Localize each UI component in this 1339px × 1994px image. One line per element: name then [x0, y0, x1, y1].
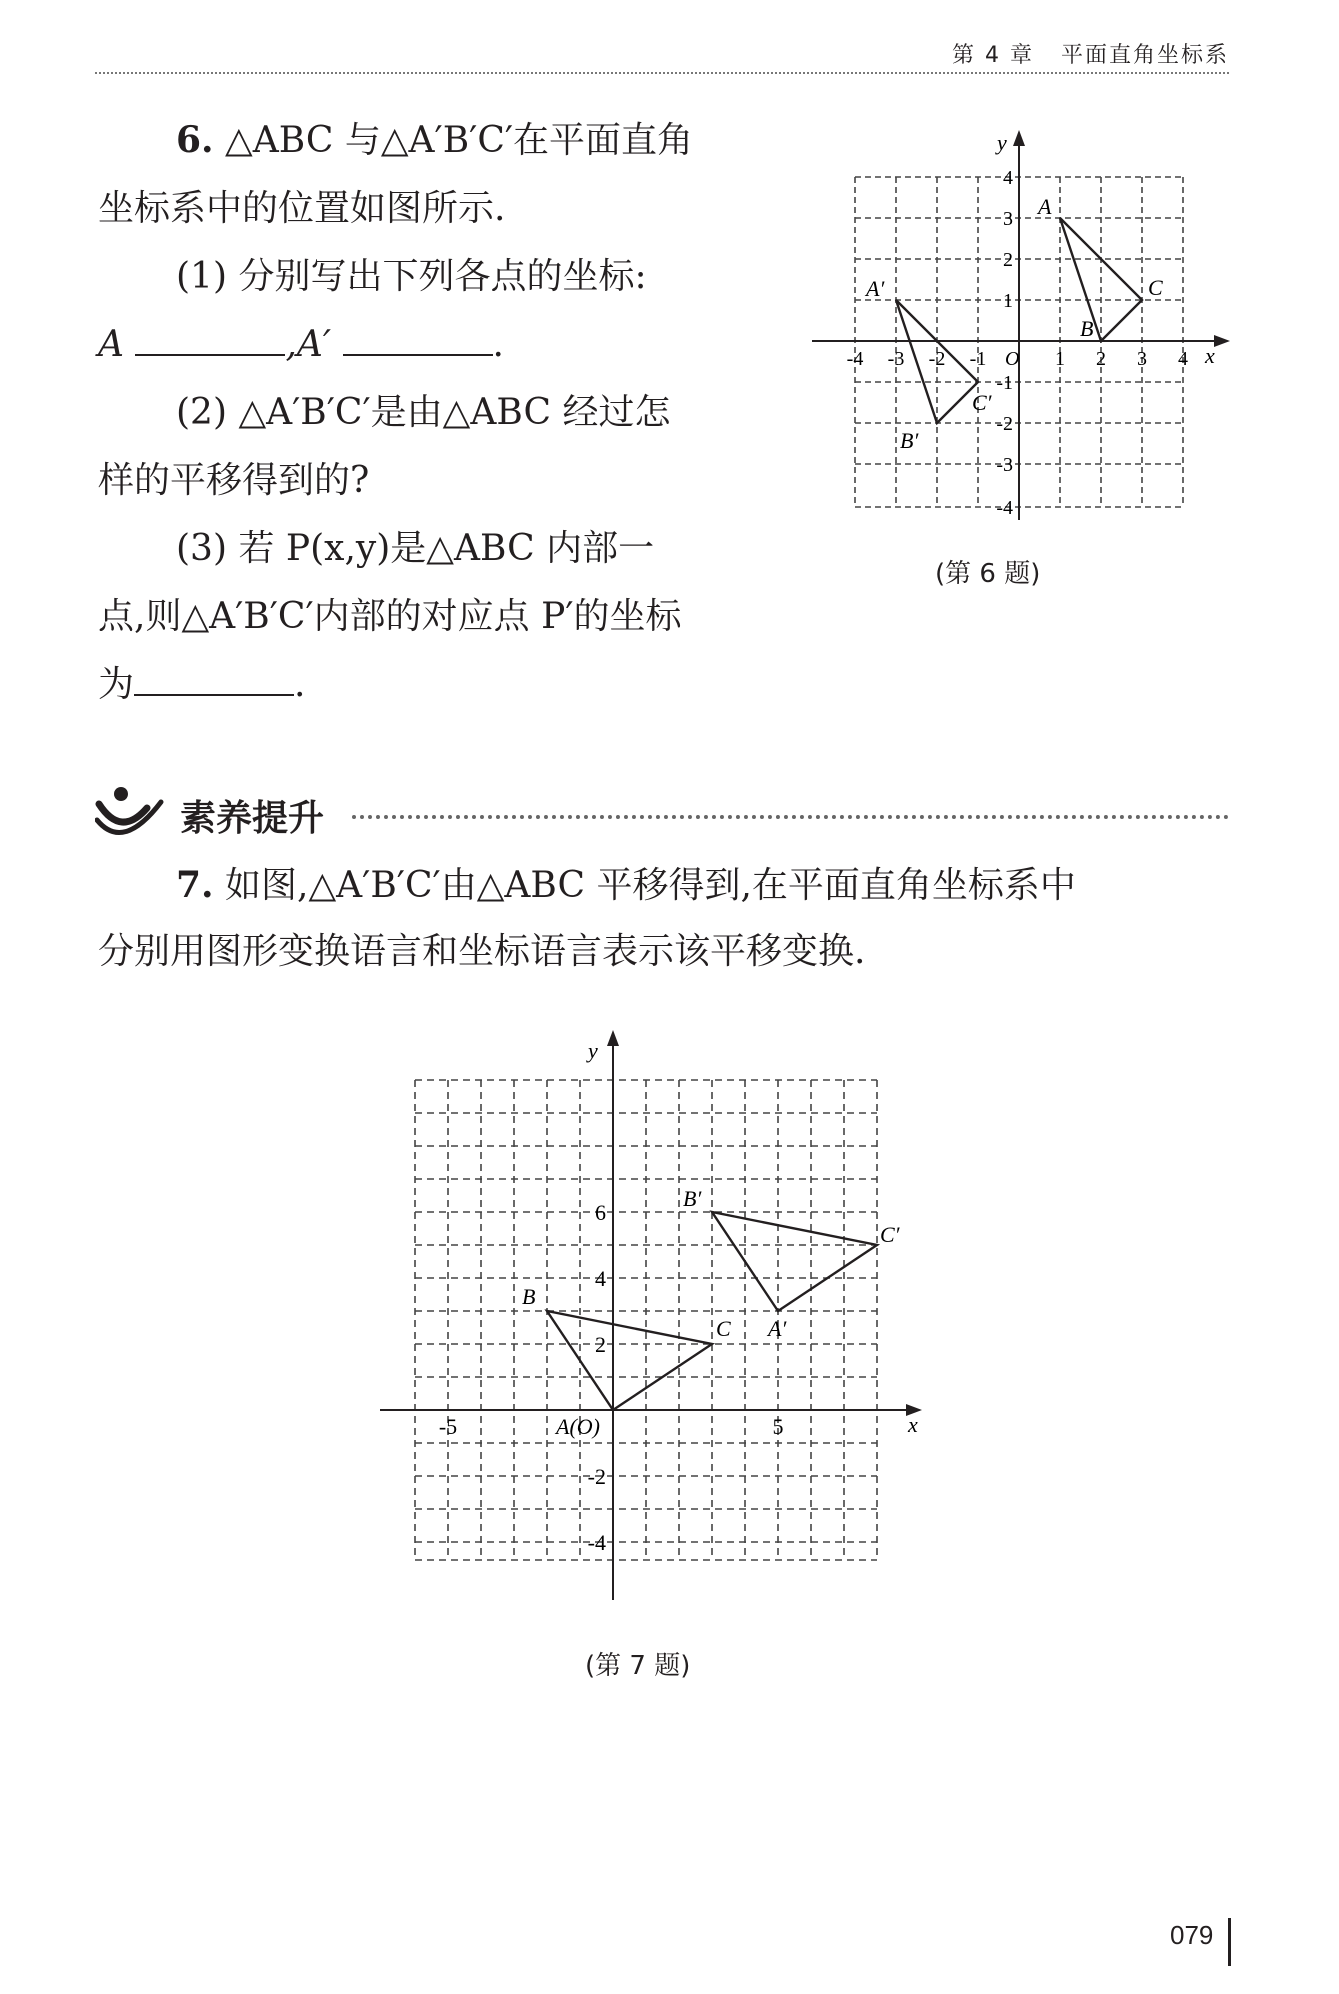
fig6-x-label: x — [1205, 343, 1215, 368]
q6-end-dot-2: . — [294, 664, 306, 705]
answer-blank-p-prime[interactable] — [134, 664, 294, 696]
fig7-axes — [380, 1030, 922, 1600]
fig6-x-tick: 1 — [1055, 348, 1065, 370]
section-logo-icon — [95, 782, 170, 842]
fig6-x-tick: -3 — [887, 348, 905, 370]
fig6-y-ticks — [996, 167, 1013, 519]
q6-part2-a: (2) △A′B′C′是由△ABC 经过怎 — [176, 392, 671, 433]
figure-6-caption: (第 6 题) — [935, 559, 1041, 589]
fig7-triangle-abc — [547, 1311, 712, 1410]
fig7-y-tick: -2 — [587, 1464, 606, 1489]
answer-blank-a-prime[interactable] — [343, 324, 493, 356]
fig7-x-tick: 5 — [772, 1414, 784, 1439]
figure-6-coordinate-plane — [800, 120, 1240, 550]
q6-intro-b: 坐标系中的位置如图所示. — [98, 188, 506, 229]
fig7-y-tick: 6 — [595, 1200, 606, 1225]
fig7-label-c: C — [716, 1316, 731, 1341]
fig7-triangle-abc-prime — [712, 1212, 877, 1311]
chapter-number: 第 4 章 — [952, 43, 1034, 68]
q6-part1: (1) 分别写出下列各点的坐标: — [176, 256, 647, 297]
page-number: 079 — [1170, 1920, 1214, 1950]
q6-label-a: A — [98, 324, 124, 365]
fig7-x-ticks — [439, 1414, 784, 1439]
q6-label-a-prime: ,A′ — [285, 324, 332, 365]
fig6-axes — [812, 130, 1230, 520]
fig6-y-tick: 2 — [1003, 249, 1013, 271]
q6-end-dot: . — [492, 324, 504, 365]
fig6-label-a: A — [1038, 194, 1052, 219]
q7-line1: 如图,△A′B′C′由△ABC 平移得到,在平面直角坐标系中 — [225, 865, 1076, 906]
chapter-title: 平面直角坐标系 — [1060, 43, 1229, 68]
fig7-y-tick: 4 — [595, 1266, 606, 1291]
fig7-y-tick: 2 — [595, 1332, 606, 1357]
answer-blank-a[interactable] — [135, 324, 285, 356]
fig6-label-c-prime: C′ — [972, 390, 992, 415]
fig6-y-tick: -2 — [996, 413, 1013, 435]
q6-number: 6. — [176, 119, 214, 161]
q6-part3-a: (3) 若 P(x,y)是△ABC 内部一 — [176, 528, 655, 569]
fig6-x-tick: 2 — [1096, 348, 1106, 370]
fig7-y-label: y — [588, 1038, 598, 1063]
fig7-label-c-prime: C′ — [880, 1222, 900, 1247]
fig7-x-tick: -5 — [438, 1414, 458, 1439]
fig6-y-tick: 4 — [1003, 167, 1013, 189]
q6-intro-a: △ABC 与△A′B′C′在平面直角 — [225, 120, 694, 161]
fig6-y-tick: -4 — [996, 497, 1013, 519]
fig6-y-tick: -1 — [996, 372, 1013, 394]
fig7-x-label: x — [908, 1412, 918, 1437]
fig6-x-tick: 4 — [1178, 348, 1188, 370]
fig6-label-b-prime: B′ — [900, 428, 919, 453]
q6-part3-b: 点,则△A′B′C′内部的对应点 P′的坐标 — [98, 596, 682, 637]
fig7-label-b-prime: B′ — [683, 1186, 702, 1211]
section-title: 素养提升 — [180, 798, 325, 839]
question-6 — [98, 106, 788, 719]
q7-line2: 分别用图形变换语言和坐标语言表示该平移变换. — [98, 931, 866, 972]
fig6-x-tick: 3 — [1137, 348, 1147, 370]
fig6-x-tick: -2 — [928, 348, 946, 370]
header-divider — [95, 72, 1229, 74]
fig7-label-b: B — [522, 1284, 536, 1309]
q7-number: 7. — [176, 864, 214, 906]
fig7-grid — [415, 1080, 877, 1560]
fig6-label-c: C — [1148, 275, 1163, 300]
page-number-bar — [1228, 1918, 1231, 1966]
fig6-x-tick: -1 — [969, 348, 987, 370]
fig6-y-label: y — [997, 130, 1007, 155]
section-divider — [352, 815, 1229, 819]
q6-part2-b: 样的平移得到的? — [98, 460, 370, 501]
q6-part3-c: 为 — [98, 664, 135, 705]
chapter-header — [952, 38, 1229, 69]
fig7-y-tick: -4 — [587, 1530, 606, 1555]
fig7-origin-label: A(O) — [556, 1414, 600, 1439]
figure-7-caption: (第 7 题) — [585, 1651, 691, 1681]
fig6-y-tick: 3 — [1003, 208, 1013, 230]
fig7-label-a-prime: A′ — [768, 1316, 787, 1341]
fig6-x-tick: -4 — [846, 348, 864, 370]
fig6-y-tick: 1 — [1003, 290, 1013, 312]
figure-7-coordinate-plane — [370, 1020, 950, 1640]
fig6-label-b: B — [1080, 316, 1094, 341]
fig6-origin-label: O — [1005, 348, 1020, 370]
fig6-label-a-prime: A′ — [866, 276, 885, 301]
question-7 — [98, 852, 1238, 985]
fig6-y-tick: -3 — [996, 454, 1013, 476]
